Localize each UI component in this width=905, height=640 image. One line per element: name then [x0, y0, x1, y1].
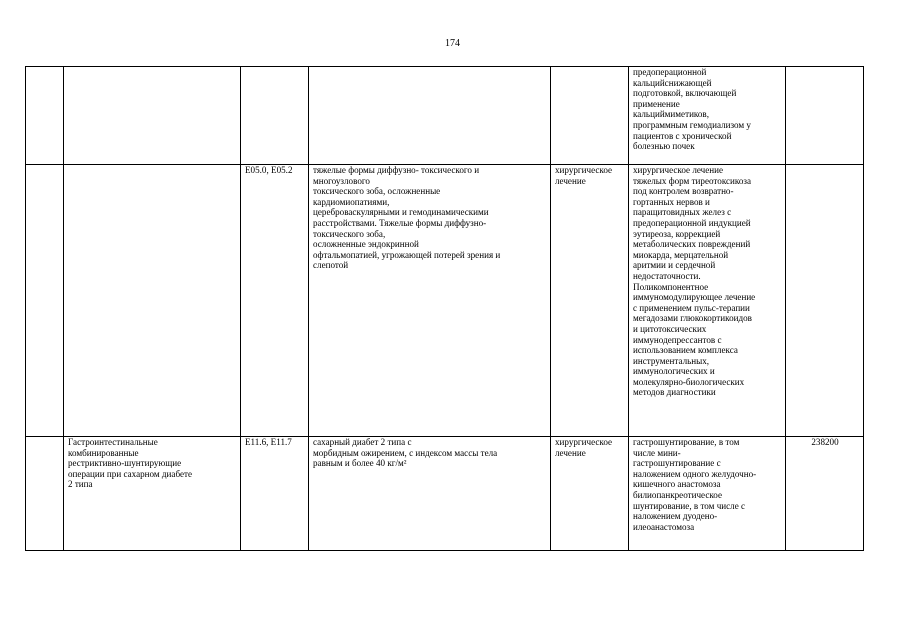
cell-text-line: с применением пульс-терапии [633, 302, 750, 313]
cell-text-line: под контролем возвратно- [633, 186, 734, 197]
table-row [26, 67, 864, 165]
cell-text-line: морбидным ожирением, с индексом массы тела [313, 447, 498, 458]
cell-text-line: Гастроинтестинальные [68, 437, 158, 447]
cell-text-line: программным гемодиализом у [633, 119, 751, 130]
cell-text-line: гортанных нервов и [633, 196, 710, 207]
cell-text-line: цереброваскулярными и гемодинамическими [313, 207, 489, 218]
cell-text-line: иммунодепрессантов с [633, 334, 722, 345]
group-name-cell [64, 165, 241, 437]
cell-text-line: наложением дуодено- [633, 511, 718, 522]
cell-text-line: многоузлового [313, 175, 370, 186]
row-index-cell [26, 165, 64, 437]
group-name-cell [64, 437, 241, 551]
cell-text-line: гастрошунтирование с [633, 458, 721, 469]
cell-text-line: предоперационной [633, 67, 707, 77]
cell-text-line: предоперационной индукцией [633, 217, 751, 228]
row-index-cell [26, 67, 64, 165]
cost-cell [786, 165, 864, 437]
cell-text-line: методов диагностики [633, 387, 716, 398]
cell-text-line: 2 типа [68, 479, 93, 490]
treatment-method-cell [629, 165, 786, 437]
cell-text-line: болезнью почек [633, 141, 695, 152]
row-index-cell [26, 437, 64, 551]
cell-text-line: числе мини- [633, 447, 681, 458]
cell-text-line: молекулярно-биологических [633, 376, 745, 387]
patient-model-cell [309, 165, 551, 437]
cell-text-line: метаболических повреждений [633, 239, 751, 250]
cell-text-line: расстройствами. Тяжелые формы диффузно- [313, 217, 487, 228]
cell-text-line: сахарный диабет 2 типа с [313, 437, 412, 447]
cell-text-line: наложением одного желудочно- [633, 468, 757, 479]
cell-text-line: комбинированные [68, 447, 139, 458]
medical-care-table [25, 66, 864, 551]
cell-text-line: и цитотоксических [633, 323, 707, 334]
cell-text-line: кишечного анастомоза [633, 479, 721, 490]
cell-text-line: офтальмопатией, угрожающей потерей зрения и [313, 249, 501, 260]
cell-text-line: хирургическое лечение [633, 165, 724, 175]
icd-codes-cell: E05.0, E05.2 [241, 165, 309, 437]
cell-text-line: лечение [555, 175, 586, 186]
cell-text-line: аритмии и сердечной [633, 260, 716, 271]
cell-text-line: Поликомпонентное [633, 281, 709, 292]
treatment-method-cell [629, 437, 786, 551]
icd-codes-cell: E11.6, E11.7 [241, 437, 309, 551]
cell-text-line: операции при сахарном диабете [68, 468, 193, 479]
cell-text-line: хирургическое [555, 165, 613, 175]
cell-text-line: кальциймиметиков, [633, 109, 710, 120]
treatment-type-cell [551, 437, 629, 551]
cell-text-line: применение [633, 98, 680, 109]
cell-text-line: токсического зоба, осложненные [313, 186, 441, 197]
page-number: 174 [445, 38, 460, 49]
cell-text-line: эутиреоза, коррекцией [633, 228, 721, 239]
cell-text-line: рестриктивно-шунтирующие [68, 458, 182, 469]
table-row [26, 165, 864, 437]
treatment-type-cell [551, 67, 629, 165]
cell-text-line: осложненные эндокринной [313, 239, 419, 250]
cell-text-line: пациентов с хронической [633, 130, 732, 141]
cell-text-line: паращитовидных желез с [633, 207, 732, 218]
cell-text-line: тяжелых форм тиреотоксикоза [633, 175, 752, 186]
cell-text-line: недостаточности. [633, 270, 701, 281]
cell-text-line: равным и более 40 кг/м² [313, 458, 407, 469]
cell-text-line: использованием комплекса [633, 345, 738, 356]
cell-text-line: билиопанкреотическое [633, 489, 723, 500]
table-row [26, 437, 864, 551]
cell-text-line: подготовкой, включающей [633, 88, 737, 99]
cell-text-line: мегадозами глюкокортикоидов [633, 313, 752, 324]
treatment-type-cell [551, 165, 629, 437]
cell-text-line: шунтирование, в том числе с [633, 500, 746, 511]
cell-text-line: тяжелые формы диффузно- токсического и [313, 165, 480, 175]
patient-model-cell [309, 67, 551, 165]
cell-text-line: кардиомиопатиями, [313, 196, 390, 207]
group-name-cell [64, 67, 241, 165]
cell-text-line: хирургическое [555, 437, 613, 447]
cell-text-line: инструментальных, [633, 355, 710, 366]
cell-text-line: иммуномодулирующее лечение [633, 292, 756, 303]
cell-text-line: гастрошунтирование, в том [633, 437, 740, 447]
cell-text-line: слепотой [313, 260, 349, 271]
cell-text-line: кальцийснижающей [633, 77, 712, 88]
cell-text-line: илеоанастомоза [633, 521, 695, 532]
cell-text-line: миокарда, мерцательной [633, 249, 729, 260]
cell-text-line: токсического зоба, [313, 228, 386, 239]
icd-codes-cell [241, 67, 309, 165]
cell-text-line: лечение [555, 447, 586, 458]
cost-cell [786, 67, 864, 165]
cost-cell: 238200 [786, 437, 864, 551]
cell-text-line: иммунологических и [633, 366, 715, 377]
patient-model-cell [309, 437, 551, 551]
treatment-method-cell [629, 67, 786, 165]
